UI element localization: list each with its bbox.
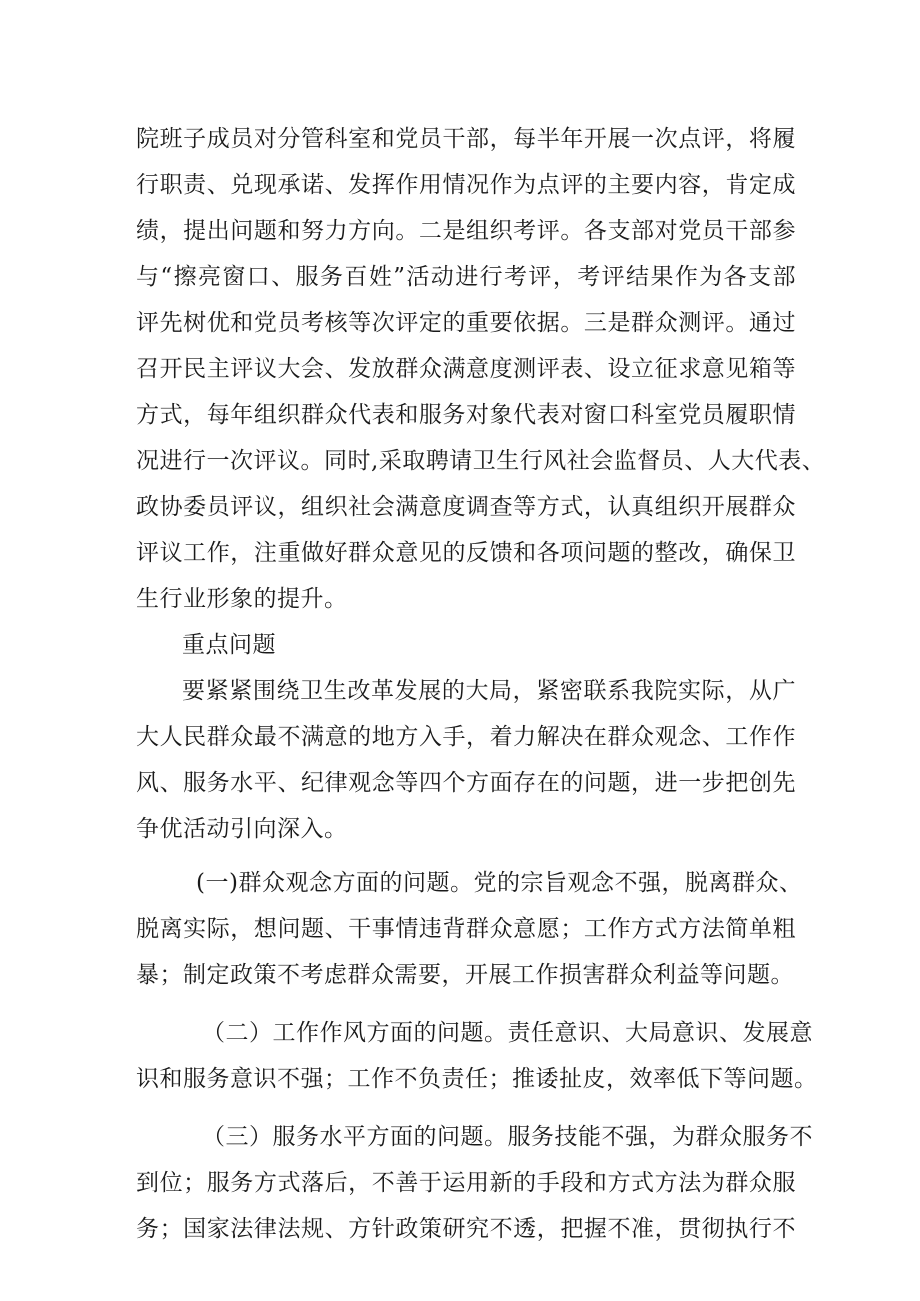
text-line: （三）服务水平方面的问题。服务技能不强，为群众服务不 (202, 1124, 813, 1150)
text-line: 脱离实际，想问题、干事情违背群众意愿；工作方式方法简单粗 (136, 916, 796, 942)
paragraph-spacer (136, 1102, 796, 1114)
paragraph-key-issues-intro (136, 668, 796, 852)
text-line: 评先树优和党员考核等次评定的重要依据。三是群众测评。通过 (136, 310, 796, 336)
document-body (136, 116, 826, 1252)
text-line: 院班子成员对分管科室和党员干部，每半年开展一次点评，将履 (136, 126, 796, 152)
text-line: 生行业形象的提升。 (136, 586, 348, 612)
paragraph-work-style (136, 1010, 818, 1102)
text-line: (一)群众观念方面的问题。党的宗旨观念不强，脱离群众、 (196, 870, 803, 896)
text-line: 与“擦亮窗口、服务百姓”活动进行考评，考评结果作为各支部 (136, 264, 796, 290)
text-line: 暴；制定政策不考虑群众需要，开展工作损害群众利益等问题。 (136, 962, 794, 988)
paragraph-evaluation (136, 116, 826, 622)
text-line: 行职责、兑现承诺、发挥作用情况作为点评的主要内容，肯定成 (136, 172, 796, 198)
paragraph-spacer (136, 998, 796, 1010)
text-line: 况进行一次评议。同时,采取聘请卫生行风社会监督员、人大代表、 (136, 448, 826, 474)
text-line: 评议工作，注重做好群众意见的反馈和各项问题的整改，确保卫 (136, 540, 796, 566)
text-line: 风、服务水平、纪律观念等四个方面存在的问题，进一步把创先 (136, 770, 796, 796)
text-line: （二）工作作风方面的问题。责任意识、大局意识、发展意 (202, 1020, 813, 1046)
text-line: 绩，提出问题和努力方向。二是组织考评。各支部对党员干部参 (136, 218, 796, 244)
text-line: 大人民群众最不满意的地方入手，着力解决在群众观念、工作作 (136, 724, 796, 750)
text-line: 争优活动引向深入。 (136, 816, 348, 842)
text-line: 政协委员评议，组织社会满意度调查等方式，认真组织开展群众 (136, 494, 796, 520)
section-heading: 重点问题 (182, 632, 276, 658)
text-line: 务；国家法律法规、方针政策研究不透，把握不准，贯彻执行不 (136, 1216, 796, 1242)
text-line: 到位；服务方式落后，不善于运用新的手段和方式方法为群众服 (136, 1170, 796, 1196)
paragraph-service-level (136, 1114, 813, 1252)
text-line: 要紧紧围绕卫生改革发展的大局，紧密联系我院实际，从广 (182, 678, 796, 704)
paragraph-mass-perspective (136, 860, 803, 998)
text-line: 方式，每年组织群众代表和服务对象代表对窗口科室党员履职情 (136, 402, 796, 428)
text-line: 识和服务意识不强；工作不负责任；推诿扯皮，效率低下等问题。 (136, 1066, 818, 1092)
text-line: 召开民主评议大会、发放群众满意度测评表、设立征求意见箱等 (136, 356, 796, 382)
paragraph-spacer (136, 852, 796, 860)
